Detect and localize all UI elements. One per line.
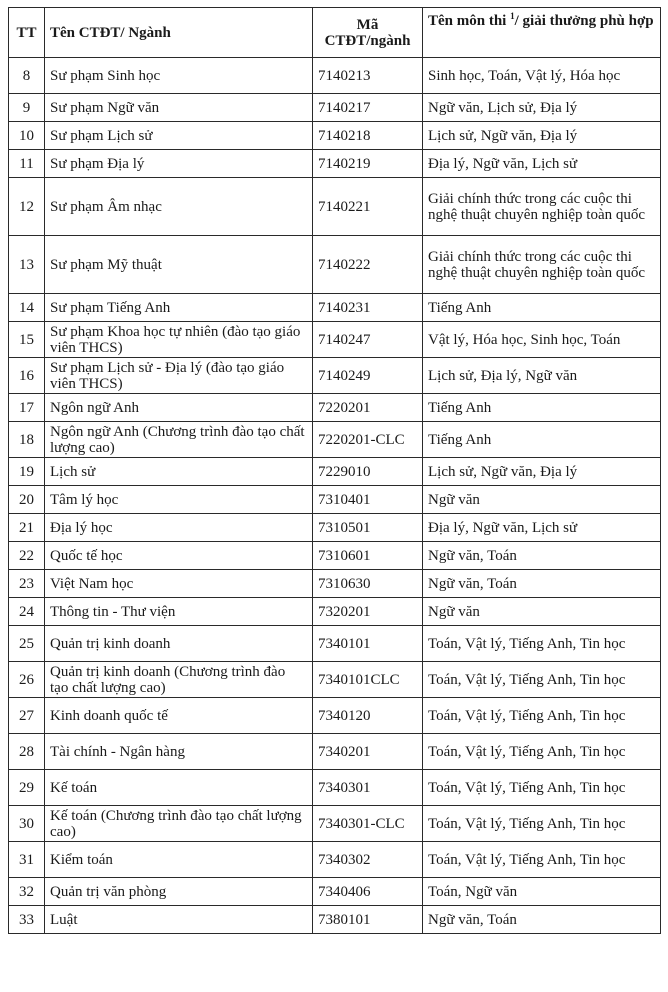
row-program: Kinh doanh quốc tế: [45, 698, 313, 734]
row-subjects: Ngữ văn, Lịch sử, Địa lý: [423, 94, 661, 122]
row-subjects: Toán, Vật lý, Tiếng Anh, Tin học: [423, 842, 661, 878]
row-subjects: Địa lý, Ngữ văn, Lịch sử: [423, 514, 661, 542]
row-subjects: Tiếng Anh: [423, 394, 661, 422]
row-tt: 9: [9, 94, 45, 122]
row-code: 7140213: [313, 58, 423, 94]
table-row: [9, 422, 661, 458]
row-tt: 19: [9, 458, 45, 486]
row-subjects: Giải chính thức trong các cuộc thi nghệ thuật chuyên nghiệp toàn quốc: [423, 236, 661, 294]
header-subjects-a: Tên môn thi: [428, 13, 511, 29]
row-subjects: Toán, Ngữ văn: [423, 878, 661, 906]
table-row: [9, 294, 661, 322]
row-subjects: Ngữ văn, Toán: [423, 570, 661, 598]
table-row: [9, 570, 661, 598]
row-program: Sư phạm Ngữ văn: [45, 94, 313, 122]
row-program: Lịch sử: [45, 458, 313, 486]
row-subjects: Lịch sử, Ngữ văn, Địa lý: [423, 122, 661, 150]
row-tt: 29: [9, 770, 45, 806]
table-row: [9, 486, 661, 514]
row-program: Sư phạm Lịch sử - Địa lý (đào tạo giáo viên THCS): [45, 358, 313, 394]
table-row: [9, 458, 661, 486]
table-row: [9, 906, 661, 934]
row-program: Sư phạm Khoa học tự nhiên (đào tạo giáo viên THCS): [45, 322, 313, 358]
row-code: 7310401: [313, 486, 423, 514]
row-code: 7140221: [313, 178, 423, 236]
table-row: [9, 770, 661, 806]
table-row: [9, 322, 661, 358]
row-subjects: Ngữ văn, Toán: [423, 906, 661, 934]
row-tt: 16: [9, 358, 45, 394]
row-code: 7140218: [313, 122, 423, 150]
header-tt: TT: [9, 8, 45, 58]
row-tt: 24: [9, 598, 45, 626]
row-code: 7340301: [313, 770, 423, 806]
row-program: Sư phạm Tiếng Anh: [45, 294, 313, 322]
row-code: 7340101: [313, 626, 423, 662]
row-subjects: Toán, Vật lý, Tiếng Anh, Tin học: [423, 734, 661, 770]
row-subjects: Lịch sử, Ngữ văn, Địa lý: [423, 458, 661, 486]
row-tt: 25: [9, 626, 45, 662]
row-code: 7140249: [313, 358, 423, 394]
row-code: 7140247: [313, 322, 423, 358]
row-code: 7140222: [313, 236, 423, 294]
row-code: 7310630: [313, 570, 423, 598]
table-row: [9, 236, 661, 294]
row-program: Quản trị kinh doanh: [45, 626, 313, 662]
row-tt: 15: [9, 322, 45, 358]
admission-table: [8, 7, 661, 934]
table-row: [9, 662, 661, 698]
row-tt: 26: [9, 662, 45, 698]
row-code: 7229010: [313, 458, 423, 486]
table-row: [9, 734, 661, 770]
table-row: [9, 58, 661, 94]
row-program: Kiểm toán: [45, 842, 313, 878]
row-tt: 22: [9, 542, 45, 570]
row-program: Ngôn ngữ Anh: [45, 394, 313, 422]
row-code: 7340201: [313, 734, 423, 770]
table-header-row: [9, 8, 661, 58]
table-row: [9, 542, 661, 570]
header-subjects-b: / giải thưởng phù hợp: [514, 13, 654, 29]
row-program: Quốc tế học: [45, 542, 313, 570]
row-code: 7340101CLC: [313, 662, 423, 698]
header-subjects-footnote: 1: [510, 11, 515, 21]
table-row: [9, 698, 661, 734]
row-code: 7220201: [313, 394, 423, 422]
row-tt: 27: [9, 698, 45, 734]
header-code-line2: CTĐT/ngành: [324, 32, 411, 49]
row-code: 7310601: [313, 542, 423, 570]
row-subjects: Toán, Vật lý, Tiếng Anh, Tin học: [423, 626, 661, 662]
row-program: Tâm lý học: [45, 486, 313, 514]
row-subjects: Sinh học, Toán, Vật lý, Hóa học: [423, 58, 661, 94]
row-subjects: Lịch sử, Địa lý, Ngữ văn: [423, 358, 661, 394]
row-program: Quản trị văn phòng: [45, 878, 313, 906]
row-tt: 31: [9, 842, 45, 878]
row-program: Luật: [45, 906, 313, 934]
row-program: Sư phạm Sinh học: [45, 58, 313, 94]
row-subjects: Ngữ văn: [423, 598, 661, 626]
row-subjects: Toán, Vật lý, Tiếng Anh, Tin học: [423, 806, 661, 842]
row-code: 7140231: [313, 294, 423, 322]
row-tt: 33: [9, 906, 45, 934]
row-code: 7310501: [313, 514, 423, 542]
header-program: Tên CTĐT/ Ngành: [45, 8, 313, 58]
row-subjects: Toán, Vật lý, Tiếng Anh, Tin học: [423, 698, 661, 734]
row-subjects: Tiếng Anh: [423, 294, 661, 322]
row-program: Việt Nam học: [45, 570, 313, 598]
row-code: 7380101: [313, 906, 423, 934]
row-tt: 10: [9, 122, 45, 150]
row-program: Sư phạm Âm nhạc: [45, 178, 313, 236]
row-subjects: Vật lý, Hóa học, Sinh học, Toán: [423, 322, 661, 358]
table-row: [9, 806, 661, 842]
row-code: 7140217: [313, 94, 423, 122]
table-row: [9, 626, 661, 662]
row-program: Kế toán (Chương trình đào tạo chất lượng cao): [45, 806, 313, 842]
row-subjects: Ngữ văn: [423, 486, 661, 514]
row-program: Tài chính - Ngân hàng: [45, 734, 313, 770]
row-code: 7340406: [313, 878, 423, 906]
header-code-line1: Mã: [356, 16, 379, 33]
row-subjects: Ngữ văn, Toán: [423, 542, 661, 570]
row-tt: 13: [9, 236, 45, 294]
row-tt: 28: [9, 734, 45, 770]
header-subjects: [423, 8, 661, 58]
row-tt: 8: [9, 58, 45, 94]
table-row: [9, 178, 661, 236]
row-program: Địa lý học: [45, 514, 313, 542]
row-subjects: Giải chính thức trong các cuộc thi nghệ thuật chuyên nghiệp toàn quốc: [423, 178, 661, 236]
row-tt: 18: [9, 422, 45, 458]
table-row: [9, 150, 661, 178]
row-program: Sư phạm Địa lý: [45, 150, 313, 178]
row-code: 7340301-CLC: [313, 806, 423, 842]
row-tt: 21: [9, 514, 45, 542]
row-tt: 12: [9, 178, 45, 236]
row-program: Sư phạm Lịch sử: [45, 122, 313, 150]
row-program: Kế toán: [45, 770, 313, 806]
row-tt: 11: [9, 150, 45, 178]
row-tt: 14: [9, 294, 45, 322]
row-code: 7140219: [313, 150, 423, 178]
header-code: [313, 8, 423, 58]
row-code: 7320201: [313, 598, 423, 626]
row-tt: 32: [9, 878, 45, 906]
row-program: Quản trị kinh doanh (Chương trình đào tạo chất lượng cao): [45, 662, 313, 698]
row-code: 7340120: [313, 698, 423, 734]
row-tt: 20: [9, 486, 45, 514]
table-row: [9, 842, 661, 878]
row-program: Sư phạm Mỹ thuật: [45, 236, 313, 294]
row-code: 7220201-CLC: [313, 422, 423, 458]
row-program: Thông tin - Thư viện: [45, 598, 313, 626]
table-row: [9, 94, 661, 122]
table-row: [9, 394, 661, 422]
row-subjects: Toán, Vật lý, Tiếng Anh, Tin học: [423, 662, 661, 698]
table-row: [9, 122, 661, 150]
row-program: Ngôn ngữ Anh (Chương trình đào tạo chất lượng cao): [45, 422, 313, 458]
row-code: 7340302: [313, 842, 423, 878]
row-tt: 17: [9, 394, 45, 422]
row-tt: 23: [9, 570, 45, 598]
table-row: [9, 358, 661, 394]
table-row: [9, 878, 661, 906]
table-row: [9, 598, 661, 626]
row-subjects: Địa lý, Ngữ văn, Lịch sử: [423, 150, 661, 178]
table-row: [9, 514, 661, 542]
row-subjects: Toán, Vật lý, Tiếng Anh, Tin học: [423, 770, 661, 806]
row-subjects: Tiếng Anh: [423, 422, 661, 458]
row-tt: 30: [9, 806, 45, 842]
